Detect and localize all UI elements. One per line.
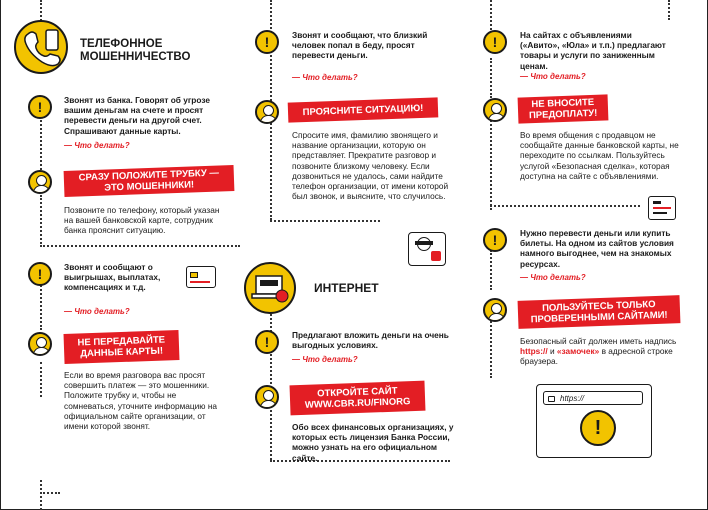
advisor-avatar-icon — [255, 100, 279, 124]
warning-icon: ! — [483, 30, 507, 54]
advice-banner: СРАЗУ ПОЛОЖИТЕ ТРУБКУ — ЭТО МОШЕННИКИ! — [64, 165, 235, 197]
what-to-do: — Что делать? — [292, 355, 358, 364]
divider — [40, 112, 42, 174]
advice-text: Если во время разговора вас просят совершить платеж — это мошенники. Положите трубку и, чтобы не сомневаться, уточните информацию на официальном сайте организации, от имени которой звонят. — [64, 370, 218, 432]
advisor-avatar-icon — [255, 385, 279, 409]
ad-illustration — [648, 196, 676, 220]
divider — [490, 120, 492, 210]
scenario-text: Звонят и сообщают о выигрышах, выплатах, компенсациях и т.д. — [64, 262, 161, 293]
divider — [40, 245, 240, 247]
warning-icon: ! — [28, 262, 52, 286]
warning-icon: ! — [580, 410, 616, 446]
advice-text: Во время общения с продавцом не сообщайте данные банковской карты, не переходите по ссылкам. Пользуйтесь услугой «Безопасная сделка», которая доступна на сайте с объявлениями. — [520, 130, 679, 181]
divider — [270, 220, 380, 222]
advice-text: Спросите имя, фамилию звонящего и название организации, которую он представляет. Прекратите разговор и позвоните близкому человеку. Если дозвониться не удалось, сами найдите телефон организации, от имени которой был звонок, и выясните, что случилось. — [292, 130, 449, 202]
what-to-do: — Что делать? — [64, 307, 130, 316]
scenario-text: На сайтах с объявлениями («Авито», «Юла» и т.п.) предлагают товары и услуги по заниженным ценам. — [520, 30, 666, 71]
divider — [490, 318, 492, 378]
divider — [40, 195, 42, 247]
what-to-do: — Что делать? — [520, 72, 586, 81]
lock-icon — [548, 396, 555, 402]
advice-banner: НЕ ПЕРЕДАВАЙТЕ ДАННЫЕ КАРТЫ! — [64, 330, 180, 364]
divider — [490, 58, 492, 98]
advice-banner: НЕ ВНОСИТЕ ПРЕДОПЛАТУ! — [518, 94, 609, 123]
what-to-do: — Что делать? — [292, 73, 358, 82]
scenario-text: Звонят из банка. Говорят об угрозе вашим деньгам на счете и просят перевести деньги на другой счет. Спрашивают данные карты. — [64, 95, 210, 136]
advice-banner: ОТКРОЙТЕ САЙТ WWW.CBR.RU/FINORG — [290, 381, 426, 416]
what-to-do: — Что делать? — [64, 141, 130, 150]
warning-icon: ! — [255, 30, 279, 54]
card-illustration — [186, 266, 216, 288]
divider — [490, 205, 640, 207]
warning-icon: ! — [255, 330, 279, 354]
advice-text: Безопасный сайт должен иметь надпись https:// и «замочек» в адресной строке браузера. — [520, 336, 677, 367]
advice-banner: ПОЛЬЗУЙТЕСЬ ТОЛЬКО ПРОВЕРЕННЫМИ САЙТАМИ! — [518, 295, 681, 329]
phone-illustration — [14, 20, 68, 74]
divider — [40, 480, 42, 510]
divider — [40, 492, 60, 494]
laptop-illustration — [244, 262, 296, 314]
warning-icon: ! — [28, 95, 52, 119]
browser-url: https:// — [560, 393, 585, 403]
advisor-avatar-icon — [28, 170, 52, 194]
advice-text: Позвоните по телефону, который указан на вашей банковской карте, сотрудник банка прояснит ситуацию. — [64, 205, 220, 236]
advisor-avatar-icon — [483, 98, 507, 122]
divider — [490, 250, 492, 290]
scenario-text: Нужно перевести деньги или купить билеты. На одном из сайтов условия намного выгоднее, чем на знакомых ресурсах. — [520, 228, 674, 269]
advice-text: Обо всех финансовых организациях, у которых есть лицензия Банка России, можно узнать на его официальном сайте. — [292, 422, 454, 463]
advisor-avatar-icon — [483, 298, 507, 322]
advisor-avatar-icon — [28, 332, 52, 356]
warning-icon: ! — [483, 228, 507, 252]
divider — [668, 0, 670, 20]
advice-banner: ПРОЯСНИТЕ СИТУАЦИЮ! — [288, 97, 439, 122]
address-bar — [543, 391, 643, 405]
scenario-text: Звонят и сообщают, что близкий человек попал в беду, просят перевести деньги. — [292, 30, 428, 61]
section-title-internet: ИНТЕРНЕТ — [314, 281, 379, 295]
caller-illustration — [408, 232, 446, 266]
section-title-phone-fraud: ТЕЛЕФОННОЕ МОШЕННИЧЕСТВО — [80, 38, 191, 63]
divider — [40, 362, 42, 397]
scenario-text: Предлагают вложить деньги на очень выгодных условиях. — [292, 330, 449, 351]
divider — [490, 0, 492, 30]
what-to-do: — Что делать? — [520, 273, 586, 282]
